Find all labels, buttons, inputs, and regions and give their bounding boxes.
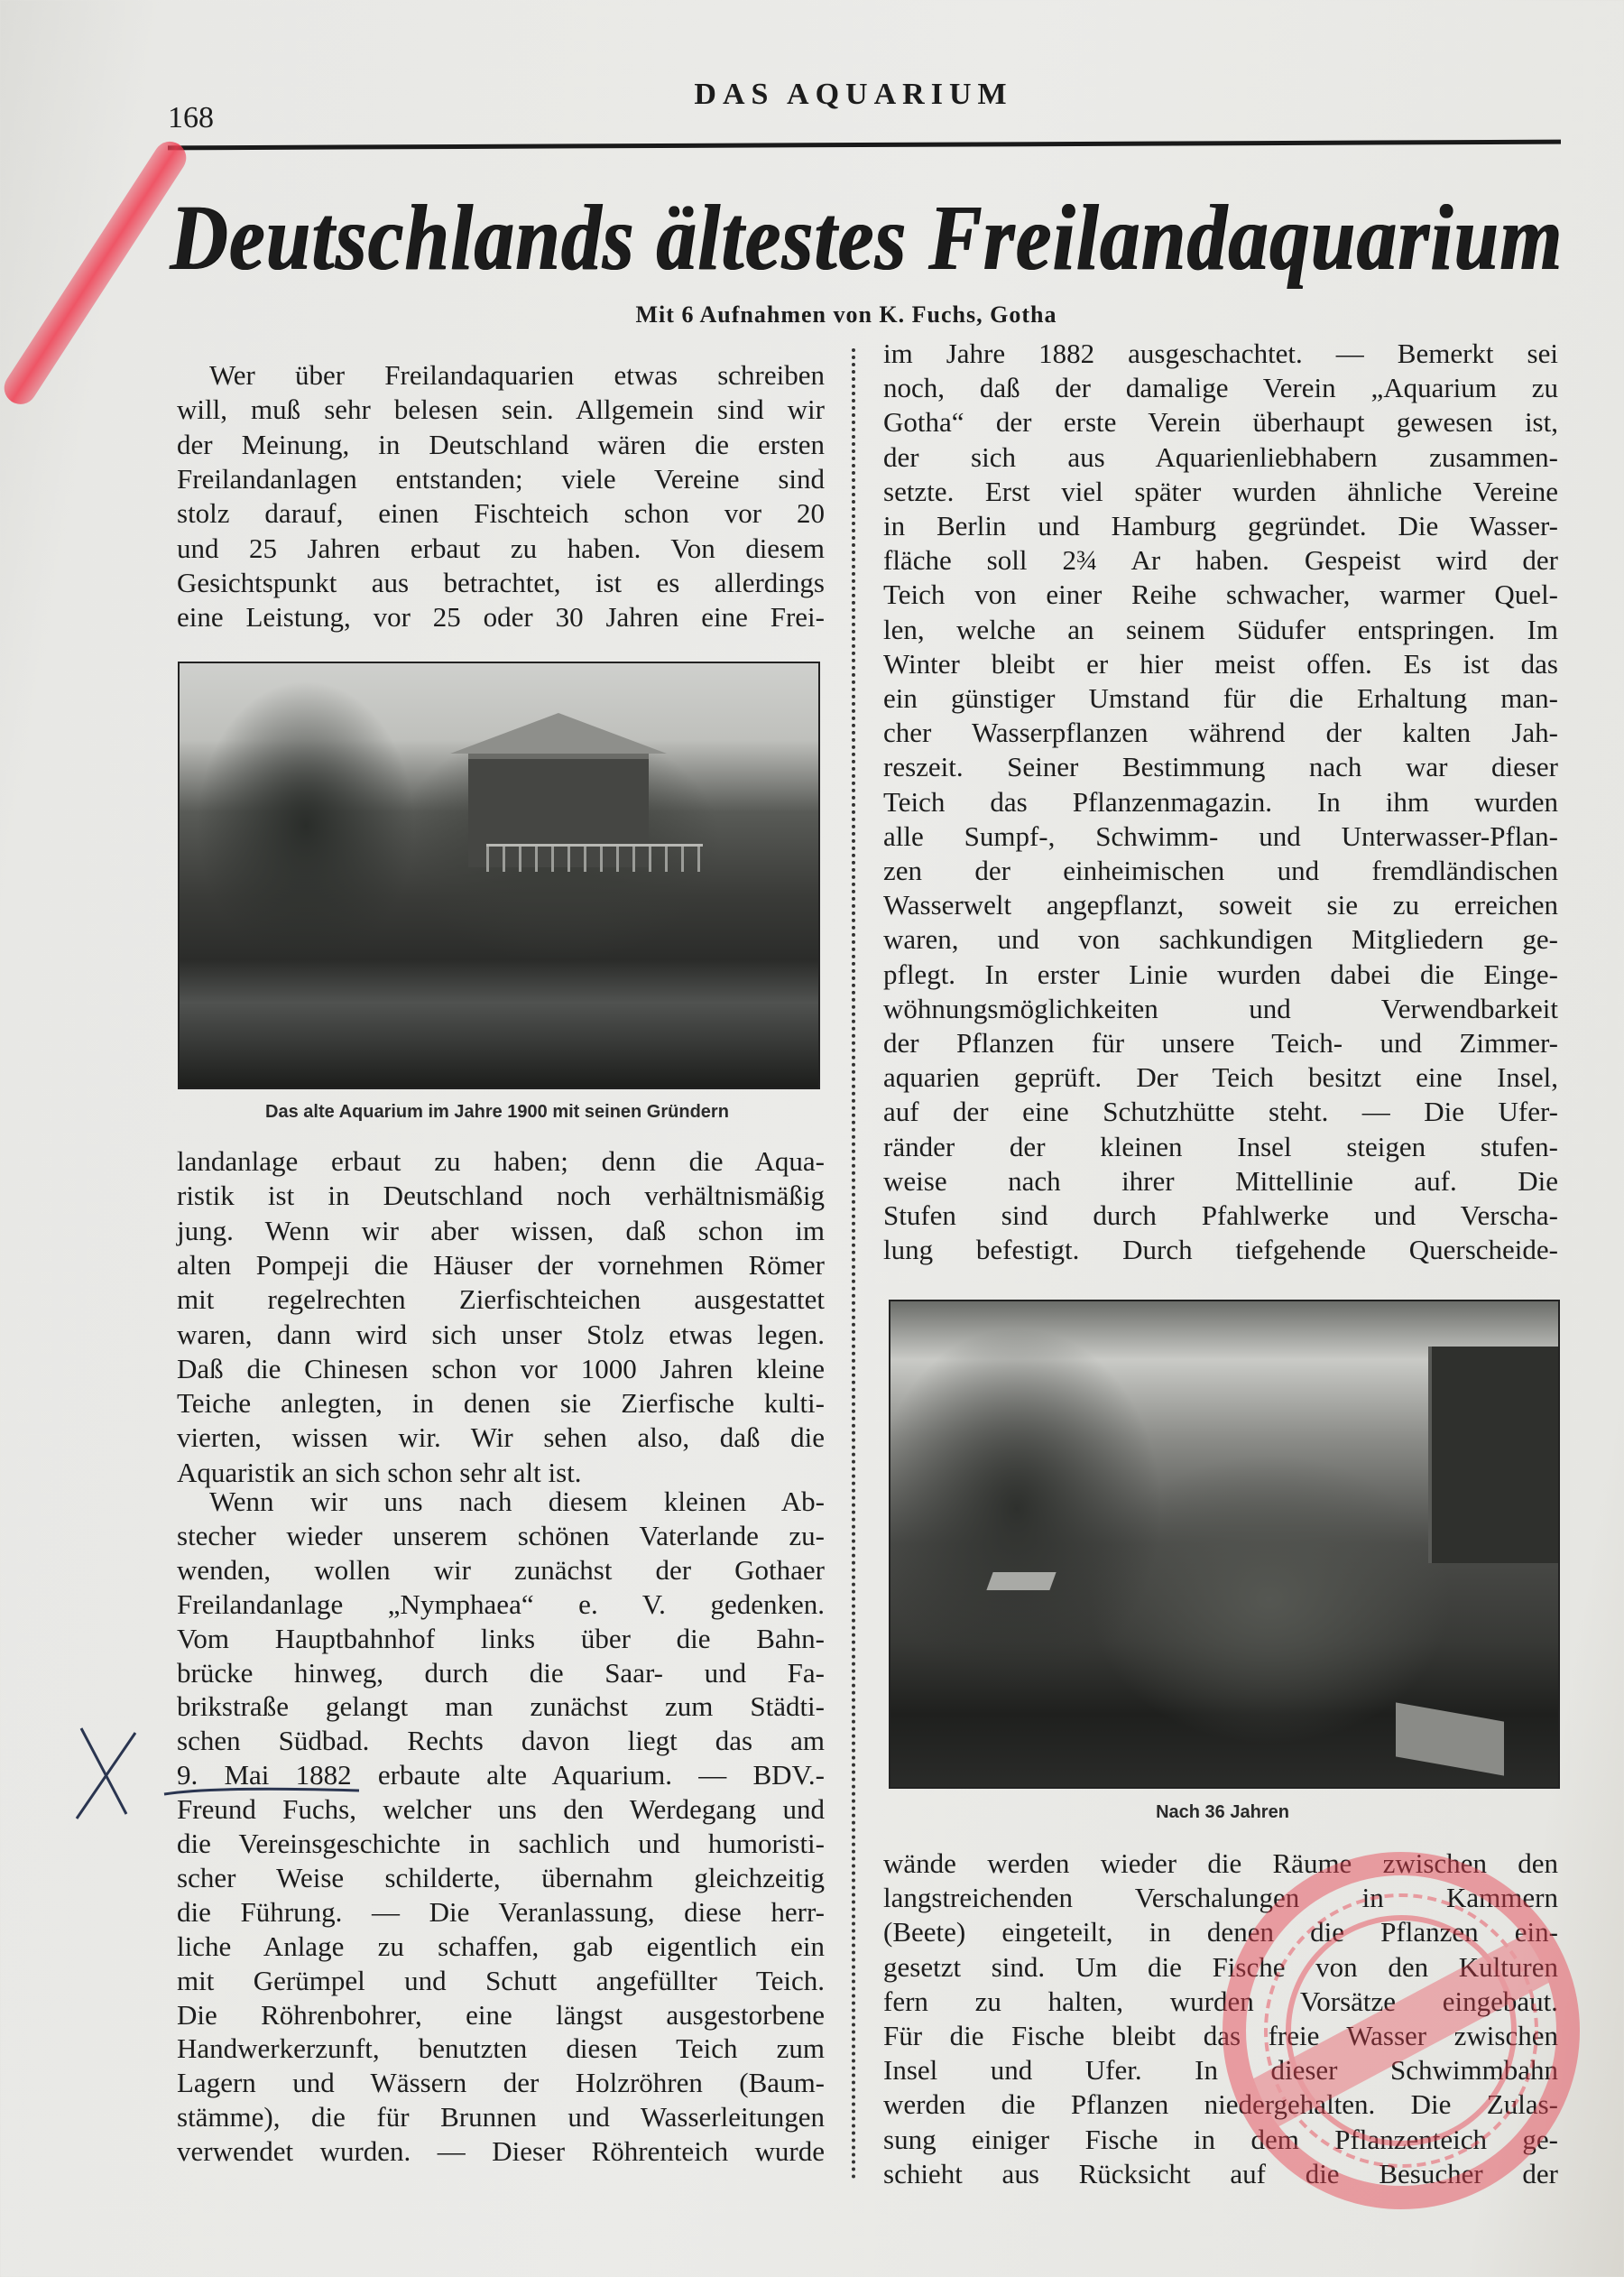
red-marker-stroke [0, 135, 192, 411]
text-line: alten Pompeji die Häuser der vornehmen Römer [177, 1248, 825, 1281]
text-line: in Berlin und Hamburg gegründet. Die Wasser- [883, 510, 1558, 541]
text-line: Freilandanlagen entstanden; viele Vereine sind [177, 462, 825, 495]
pen-underline-mark [162, 1783, 361, 1798]
text-line: gesetzt sind. Um die Fische von den Kulturen [883, 1950, 1558, 1983]
text-line: aquarien geprüft. Der Teich besitzt eine Insel, [883, 1061, 1558, 1094]
text-line: noch, daß der damalige Verein „Aquarium zu [883, 372, 1558, 404]
text-line: ränder der kleinen Insel steigen stufen- [883, 1130, 1558, 1162]
gazebo-railing [486, 844, 703, 872]
text-line: schen Südbad. Rechts davon liegt das am [177, 1725, 825, 1757]
text-line: Stufen sind durch Pfahlwerke und Verscha- [883, 1199, 1558, 1231]
text-line: alle Sumpf-, Schwimm- und Unterwasser-Pflan- [883, 819, 1558, 852]
text-line: Gesichtspunkt aus betrachtet, ist es allerdings [177, 566, 825, 598]
text-line: cher Wasserpflanzen während der kalten Jah- [883, 717, 1558, 749]
text-line: mit Gerümpel und Schutt angefüllter Teich. [177, 1964, 825, 1996]
text-line: waren, dann wird sich unser Stolz etwas legen. [177, 1318, 825, 1350]
text-line: verwendet wurden. — Dieser Röhrenteich wurde [177, 2135, 825, 2168]
page-number: 168 [168, 101, 214, 134]
plank [986, 1572, 1056, 1590]
text-line: Freilandanlage „Nymphaea“ e. V. gedenken. [177, 1587, 825, 1620]
text-line: Vom Hauptbahnhof links über die Bahn- [177, 1622, 825, 1654]
photo-after-36-years [889, 1300, 1560, 1789]
text-line: wenden, wollen wir zunächst der Gothaer [177, 1553, 825, 1586]
photo-caption: Nach 36 Jahren [1156, 1802, 1289, 1822]
text-line: brücke hinweg, durch die Saar- und Fa- [177, 1656, 825, 1689]
text-line: im Jahre 1882 ausgeschachtet. — Bemerkt sei [883, 338, 1558, 369]
text-line: Aquaristik an sich schon sehr alt ist. [177, 1456, 582, 1488]
text-line: Insel und Ufer. In dieser Schwimmbahn [883, 2054, 1558, 2087]
text-line: jung. Wenn wir aber wissen, daß schon im [177, 1214, 825, 1246]
byline: Mit 6 Aufnahmen von K. Fuchs, Gotha [635, 301, 1057, 328]
text-line: eine Leistung, vor 25 oder 30 Jahren eine Frei- [177, 601, 825, 634]
text-line: landanlage erbaut zu haben; denn die Aqua- [177, 1145, 825, 1177]
text-line: Teich das Pflanzenmagazin. In ihm wurden [883, 785, 1558, 818]
text-line: scher Weise schilderte, übernahm gleichzeitig [177, 1861, 825, 1893]
text-line: mit regelrechten Zierfischteichen ausgestattet [177, 1283, 825, 1316]
gazebo-roof [450, 713, 667, 754]
article-title-container [170, 186, 1563, 292]
text-line: stolz darauf, einen Fischteich schon vor 20 [177, 497, 825, 530]
plank [1396, 1702, 1504, 1775]
header-rule [168, 140, 1561, 151]
text-line: auf der eine Schutzhütte steht. — Die Ufer- [883, 1096, 1558, 1128]
text-line: schieht aus Rücksicht auf die Besucher der [883, 2157, 1558, 2189]
text-line: 9. Mai 1882 erbaute alte Aquarium. — BDV.- [177, 1759, 825, 1791]
text-line: Wer über Freilandaquarien etwas schreiben [209, 359, 825, 391]
text-line: der Meinung, in Deutschland wären die ersten [177, 428, 825, 460]
text-line: pflegt. In erster Linie wurden dabei die Einge- [883, 958, 1558, 990]
text-line: stecher wieder unserem schönen Vaterlande zu- [177, 1519, 825, 1551]
text-line: Daß die Chinesen schon vor 1000 Jahren kleine [177, 1352, 825, 1384]
text-line: Die Röhrenbohrer, eine längst ausgestorbene [177, 1998, 825, 2031]
text-line: lung befestigt. Durch tiefgehende Querscheide- [883, 1234, 1558, 1266]
text-line: reszeit. Seiner Bestimmung nach war dieser [883, 751, 1558, 783]
text-line: waren, und von sachkundigen Mitgliedern ge- [883, 923, 1558, 956]
text-line: Freund Fuchs, welcher uns den Werdegang und [177, 1793, 825, 1826]
text-line: die Vereinsgeschichte in sachlich und humoristi- [177, 1828, 825, 1859]
text-line: der sich aus Aquarienliebhabern zusammen- [883, 440, 1558, 473]
text-line: langstreichenden Verschalungen in Kammern [883, 1882, 1558, 1914]
text-line: Winter bleibt er hier meist offen. Es ist das [883, 647, 1558, 680]
pen-x-mark [72, 1724, 144, 1823]
text-line: wöhnungsmöglichkeiten und Verwendbarkeit [883, 992, 1558, 1024]
text-line: Für die Fische bleibt das freie Wasser zwischen [883, 2020, 1558, 2051]
text-line: vierten, wissen wir. Wir sehen also, daß die [177, 1421, 825, 1454]
text-line: stämme), die für Brunnen und Wasserleitungen [177, 2101, 825, 2134]
text-line: Lagern und Wässern der Holzröhren (Baum- [177, 2067, 825, 2099]
text-line: fläche soll 2¾ Ar haben. Gespeist wird der [883, 544, 1558, 577]
text-line: die Führung. — Die Veranlassung, diese herr- [177, 1895, 825, 1928]
text-line: len, welche an seinem Südufer entspringen. Im [883, 613, 1558, 645]
shed [1428, 1347, 1558, 1563]
text-line: Handwerkerzunft, benutzten diesen Teich zum [177, 2032, 825, 2065]
text-line: Gotha“ der erste Verein überhaupt gewesen ist, [883, 406, 1558, 439]
text-line: brikstraße gelangt man zunächst zum Städti- [177, 1690, 825, 1723]
text-line: ein günstiger Umstand für die Erhaltung man- [883, 682, 1558, 714]
text-line: zen der einheimischen und fremdländischen [883, 855, 1558, 886]
text-line: liche Anlage zu schaffen, gab eigentlich ein [177, 1930, 825, 1962]
text-line: Wasserwelt angepflanzt, soweit sie zu erreichen [883, 889, 1558, 921]
column-divider [852, 348, 855, 2180]
text-line: werden die Pflanzen niedergehalten. Die Zulas- [883, 2088, 1558, 2121]
text-line: setzte. Erst viel später wurden ähnliche Vereine [883, 475, 1558, 507]
text-line: Teich von einer Reihe schwacher, warmer Quel- [883, 579, 1558, 611]
text-line: Wenn wir uns nach diesem kleinen Ab- [209, 1486, 825, 1517]
text-line: sung einiger Fische in dem Pflanzenteich ge- [883, 2123, 1558, 2155]
photo-old-aquarium-1900 [178, 662, 820, 1089]
article-title: Deutschlands ältestes Freilandaquarium [170, 186, 1563, 290]
text-line: fern zu halten, wurden Vorsätze eingebaut. [883, 1985, 1558, 2017]
running-head: DAS AQUARIUM [694, 78, 1013, 111]
text-line: der Pflanzen für unsere Teich- und Zimmer- [883, 1027, 1558, 1059]
text-line: Teiche anlegten, in denen sie Zierfische kulti- [177, 1387, 825, 1420]
text-line: ristik ist in Deutschland noch verhältnismäßig [177, 1180, 825, 1212]
text-line: und 25 Jahren erbaut zu haben. Von diesem [177, 532, 825, 564]
text-line: wände werden wieder die Räume zwischen den [883, 1847, 1558, 1879]
text-line: weise nach ihrer Mittellinie auf. Die [883, 1164, 1558, 1197]
photo-caption: Das alte Aquarium im Jahre 1900 mit seinen Gründern [265, 1102, 729, 1122]
text-line: (Beete) eingeteilt, in denen die Pflanzen ein- [883, 1916, 1558, 1948]
text-line: will, muß sehr belesen sein. Allgemein sind wir [177, 393, 825, 426]
